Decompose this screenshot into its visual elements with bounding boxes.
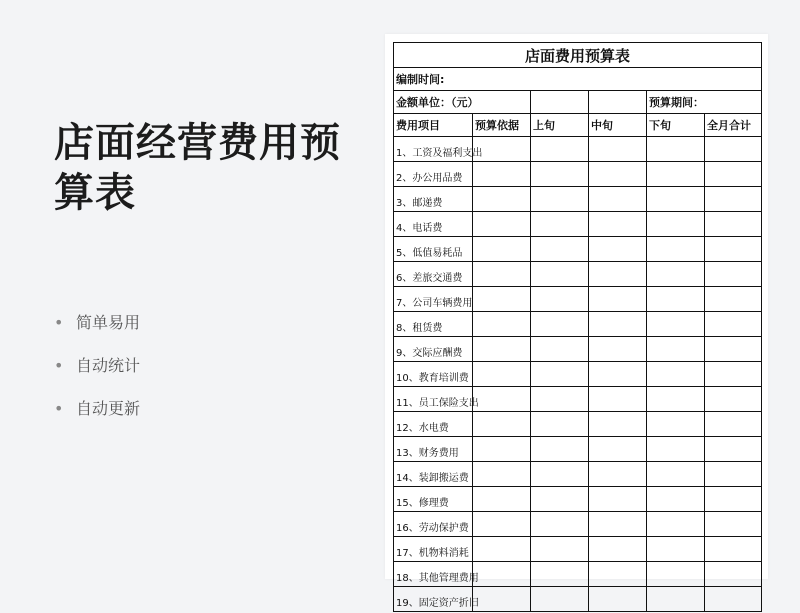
table-cell	[589, 162, 647, 187]
table-cell	[589, 237, 647, 262]
table-cell	[647, 212, 705, 237]
table-cell	[705, 187, 762, 212]
table-cell	[705, 237, 762, 262]
table-cell	[647, 537, 705, 562]
expense-item-label: 19、固定资产折旧	[394, 587, 473, 612]
table-cell	[589, 187, 647, 212]
expense-item-label: 18、其他管理费用	[394, 562, 473, 587]
column-header: 中旬	[589, 114, 647, 137]
table-cell	[531, 312, 589, 337]
table-row	[394, 287, 762, 312]
table-cell	[589, 512, 647, 537]
table-cell	[647, 462, 705, 487]
table-cell	[647, 312, 705, 337]
expense-item-label: 8、租赁费	[394, 312, 473, 337]
prepared-time-label: 编制时间:	[394, 68, 762, 91]
table-row	[394, 487, 762, 512]
table-row	[394, 512, 762, 537]
table-cell	[531, 537, 589, 562]
table-row	[394, 562, 762, 587]
expense-item-label: 3、邮递费	[394, 187, 473, 212]
table-cell	[473, 412, 531, 437]
expense-item-label: 11、员工保险支出	[394, 387, 473, 412]
table-cell	[705, 312, 762, 337]
table-cell	[647, 287, 705, 312]
table-cell	[647, 187, 705, 212]
table-cell	[705, 162, 762, 187]
table-cell	[531, 462, 589, 487]
table-row	[394, 262, 762, 287]
feature-item	[54, 355, 140, 398]
bullet-icon: •	[54, 313, 64, 332]
table-cell	[473, 462, 531, 487]
expense-item-label: 16、劳动保护费	[394, 512, 473, 537]
table-cell	[531, 287, 589, 312]
table-cell	[705, 412, 762, 437]
table-cell	[647, 337, 705, 362]
table-row	[394, 337, 762, 362]
table-cell	[589, 137, 647, 162]
table-cell	[647, 437, 705, 462]
expense-item-label: 6、差旅交通费	[394, 262, 473, 287]
table-cell	[589, 437, 647, 462]
table-cell	[589, 462, 647, 487]
table-cell	[647, 587, 705, 612]
table-cell	[647, 137, 705, 162]
table-cell	[647, 162, 705, 187]
amount-unit-label: 金额单位：（元）	[394, 91, 531, 114]
sheet-title: 店面费用预算表	[394, 43, 762, 68]
table-cell	[589, 387, 647, 412]
table-cell	[473, 387, 531, 412]
table-cell	[473, 312, 531, 337]
budget-period-label: 预算期间：	[647, 91, 762, 114]
table-cell	[705, 212, 762, 237]
table-row	[394, 162, 762, 187]
table-cell	[705, 462, 762, 487]
expense-item-label: 13、财务费用	[394, 437, 473, 462]
table-cell	[531, 562, 589, 587]
table-cell	[531, 237, 589, 262]
bullet-icon: •	[54, 399, 64, 418]
table-cell	[531, 437, 589, 462]
budget-sheet-preview	[385, 34, 768, 609]
table-row	[394, 137, 762, 162]
table-row	[394, 312, 762, 337]
table-cell	[589, 487, 647, 512]
expense-item-label: 15、修理费	[394, 487, 473, 512]
table-cell	[473, 437, 531, 462]
table-row	[394, 537, 762, 562]
table-row	[394, 412, 762, 437]
expense-item-label: 1、工资及福利支出	[394, 137, 473, 162]
table-cell	[647, 562, 705, 587]
table-cell	[473, 212, 531, 237]
feature-list	[54, 312, 140, 441]
table-cell	[473, 337, 531, 362]
unit-period-row	[394, 91, 762, 114]
feature-label: 自动统计	[76, 356, 141, 375]
table-cell	[705, 437, 762, 462]
expense-item-label: 12、水电费	[394, 412, 473, 437]
table-cell	[589, 362, 647, 387]
table-cell	[589, 262, 647, 287]
feature-item	[54, 398, 140, 441]
expense-item-label: 7、公司车辆费用	[394, 287, 473, 312]
table-cell	[647, 362, 705, 387]
table-cell	[473, 512, 531, 537]
expense-item-label: 9、交际应酬费	[394, 337, 473, 362]
table-cell	[589, 212, 647, 237]
table-cell	[531, 162, 589, 187]
feature-item	[54, 312, 140, 355]
table-cell	[589, 562, 647, 587]
column-header: 预算依据	[473, 114, 531, 137]
table-cell	[705, 137, 762, 162]
table-cell	[705, 287, 762, 312]
column-header: 全月合计	[705, 114, 762, 137]
table-cell	[473, 362, 531, 387]
table-cell	[705, 337, 762, 362]
table-cell	[531, 487, 589, 512]
expense-item-label: 17、机物料消耗	[394, 537, 473, 562]
table-cell	[705, 562, 762, 587]
table-cell	[589, 312, 647, 337]
table-cell	[705, 537, 762, 562]
prepared-time-row	[394, 68, 762, 91]
table-row	[394, 237, 762, 262]
table-cell	[473, 237, 531, 262]
table-cell	[589, 412, 647, 437]
page-title: 店面经营费用预算表	[54, 120, 341, 216]
table-cell	[589, 587, 647, 612]
table-cell	[647, 412, 705, 437]
table-cell	[705, 487, 762, 512]
table-cell	[705, 387, 762, 412]
table-row	[394, 212, 762, 237]
table-cell	[473, 537, 531, 562]
table-title-row	[394, 43, 762, 68]
budget-table	[393, 42, 762, 612]
table-cell	[531, 412, 589, 437]
table-cell	[705, 512, 762, 537]
column-header: 下旬	[647, 114, 705, 137]
expense-item-label: 4、电话费	[394, 212, 473, 237]
table-cell	[589, 287, 647, 312]
table-cell	[473, 162, 531, 187]
table-cell	[647, 487, 705, 512]
table-cell	[531, 187, 589, 212]
table-cell	[473, 262, 531, 287]
table-cell	[531, 212, 589, 237]
table-cell	[647, 237, 705, 262]
table-cell	[647, 262, 705, 287]
table-row	[394, 387, 762, 412]
table-cell	[473, 562, 531, 587]
table-cell	[589, 91, 647, 114]
feature-label: 简单易用	[76, 313, 141, 332]
column-header: 费用项目	[394, 114, 473, 137]
table-cell	[531, 91, 589, 114]
expense-item-label: 10、教育培训费	[394, 362, 473, 387]
table-cell	[531, 262, 589, 287]
table-cell	[705, 587, 762, 612]
table-row	[394, 187, 762, 212]
table-cell	[705, 362, 762, 387]
table-cell	[473, 287, 531, 312]
table-cell	[647, 387, 705, 412]
expense-item-label: 2、办公用品费	[394, 162, 473, 187]
column-header: 上旬	[531, 114, 589, 137]
table-cell	[531, 362, 589, 387]
table-row	[394, 437, 762, 462]
table-cell	[647, 512, 705, 537]
table-row	[394, 587, 762, 612]
table-cell	[531, 387, 589, 412]
table-cell	[473, 187, 531, 212]
table-cell	[531, 512, 589, 537]
table-cell	[589, 537, 647, 562]
table-cell	[705, 262, 762, 287]
expense-item-label: 5、低值易耗品	[394, 237, 473, 262]
table-cell	[531, 137, 589, 162]
table-cell	[473, 487, 531, 512]
table-cell	[589, 337, 647, 362]
table-row	[394, 362, 762, 387]
table-cell	[531, 337, 589, 362]
table-row	[394, 462, 762, 487]
table-cell	[531, 587, 589, 612]
expense-item-label: 14、装卸搬运费	[394, 462, 473, 487]
feature-label: 自动更新	[76, 399, 141, 418]
header-row	[394, 114, 762, 137]
table-cell	[473, 587, 531, 612]
bullet-icon: •	[54, 356, 64, 375]
